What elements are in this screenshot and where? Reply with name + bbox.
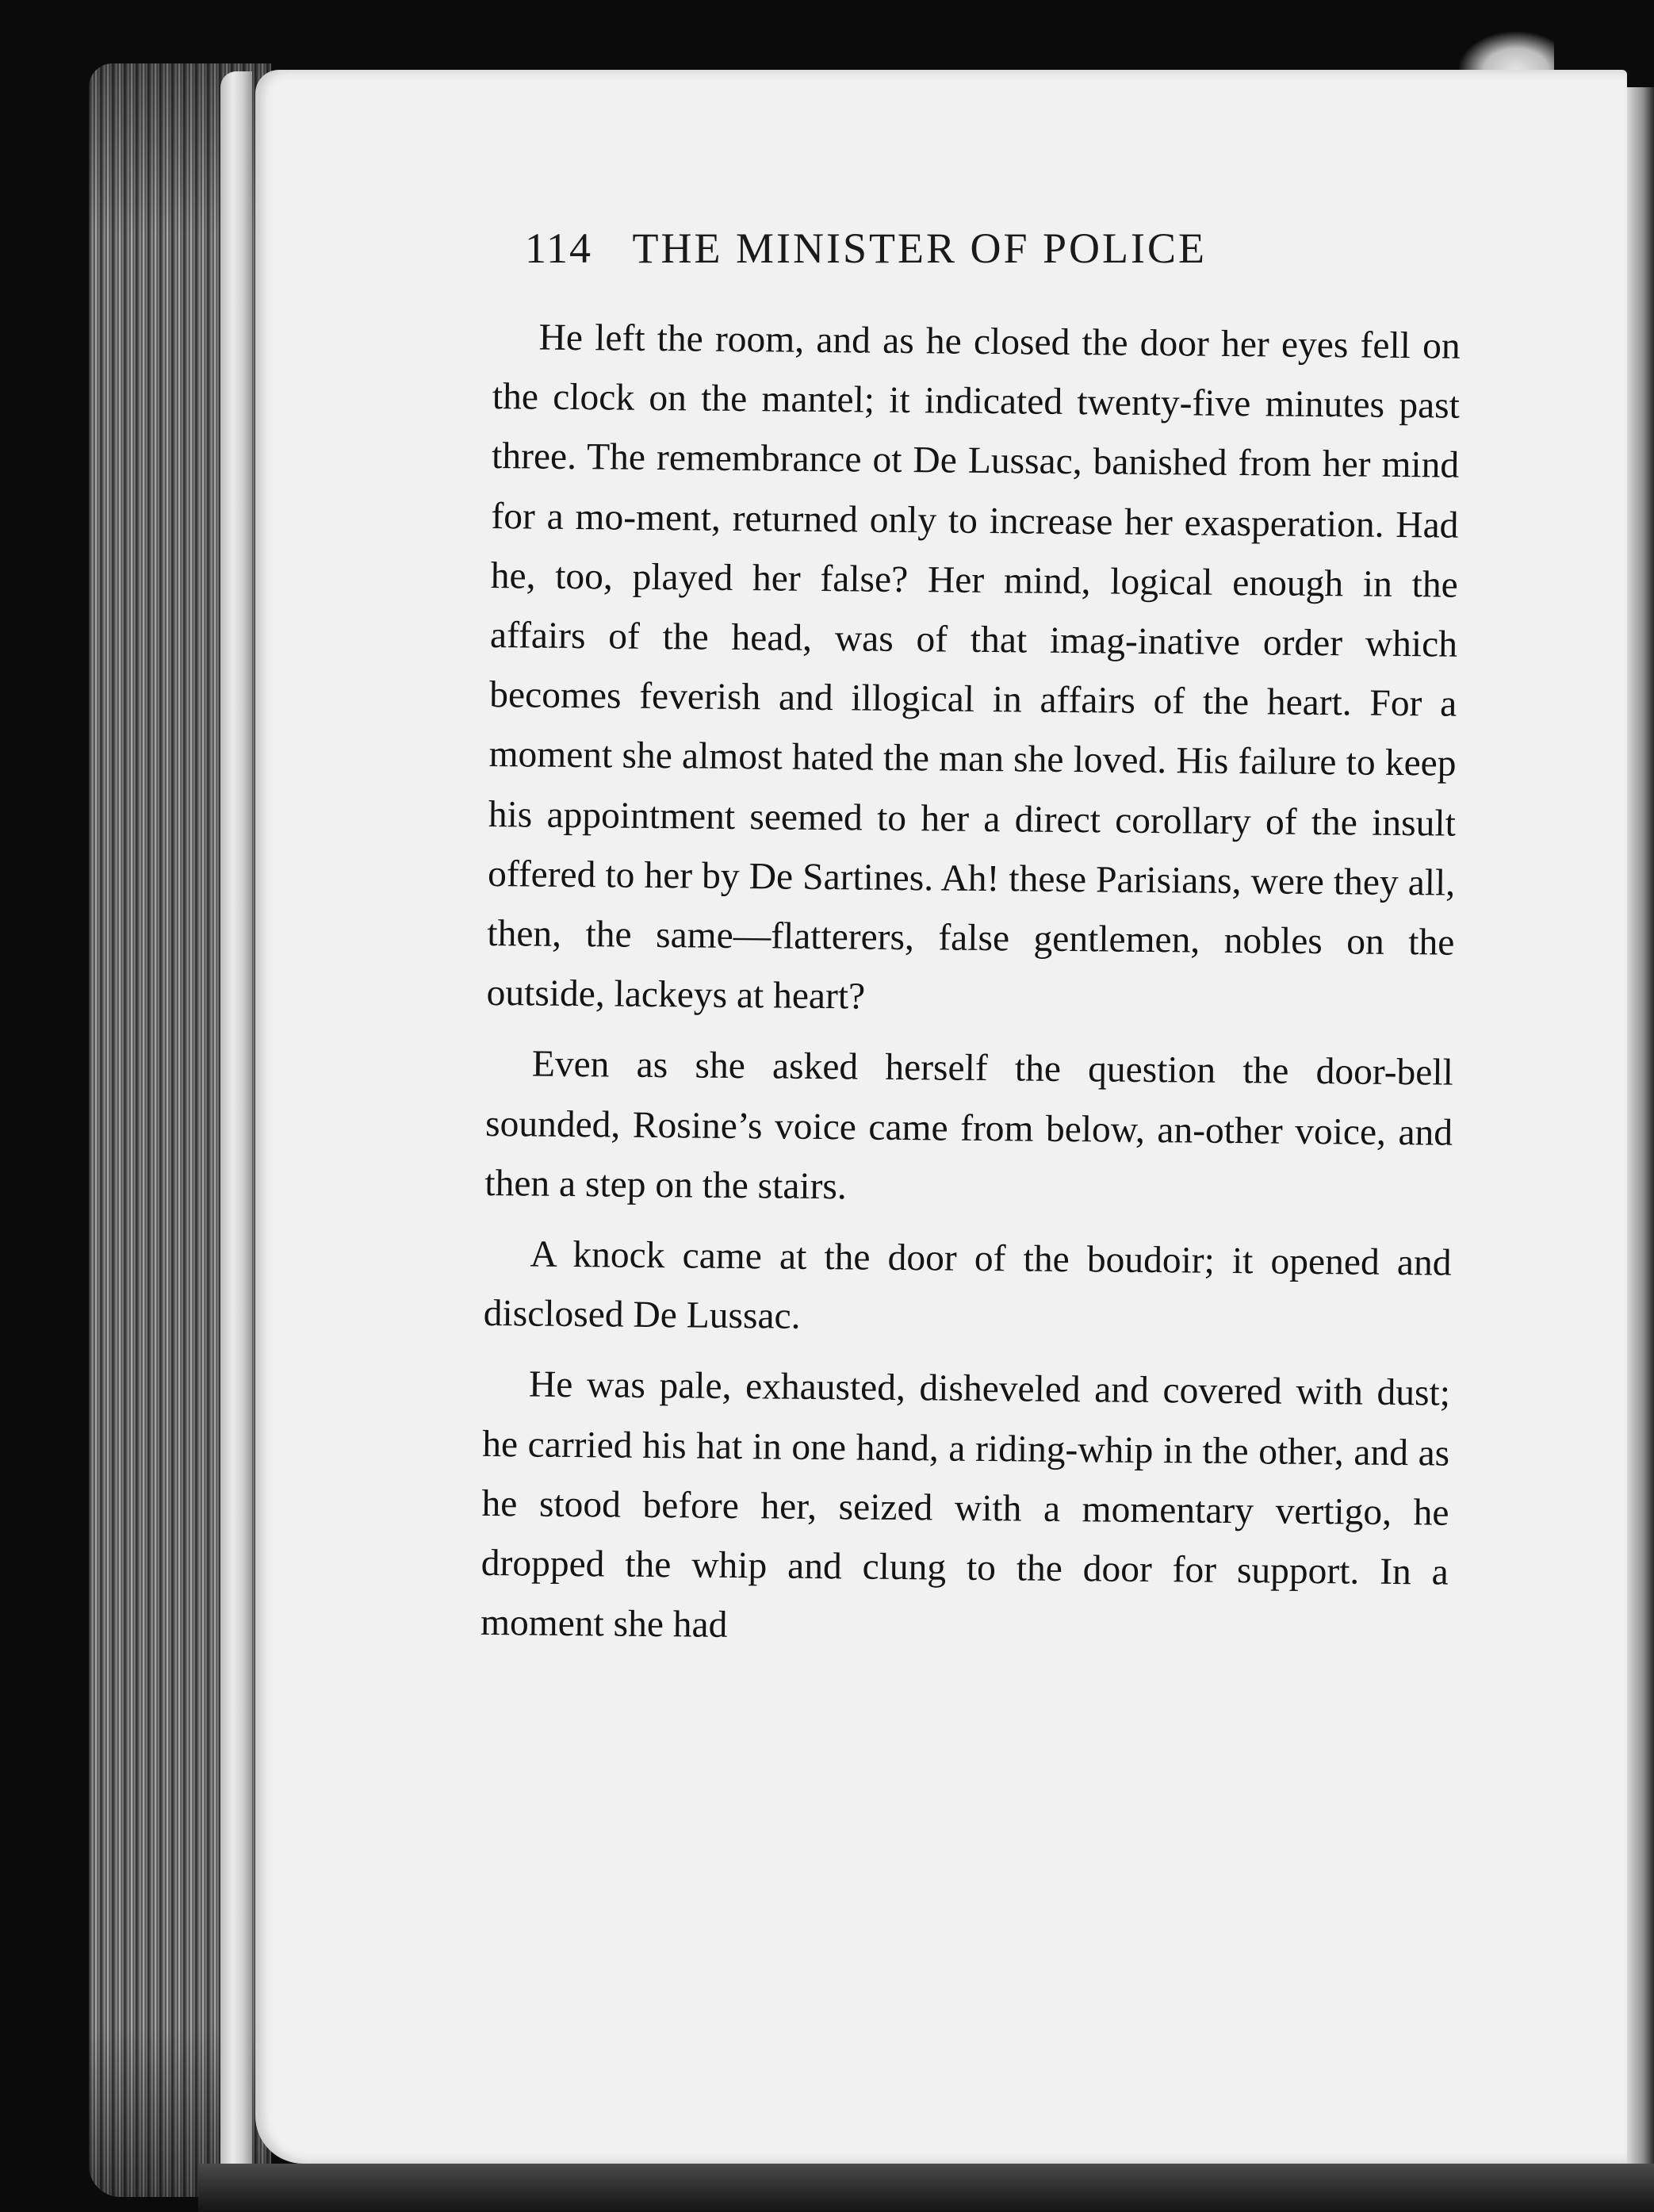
paragraph: A knock came at the door of the boudoir; it opened and disclosed De Lussac. <box>483 1233 1452 1338</box>
running-title: THE MINISTER OF POLICE <box>632 224 1207 272</box>
paragraph: He left the room, and as he closed the door her eyes fell on the clock on the mantel; it indicated twenty-five minutes past three. The remembrance ot De Lussac, banished from her mind for a mo-ment, returned only to increase her exasperation. Had he, too, played her false? Her mind, logical enough in the affairs of the head, was of that imag-inative order which becomes feverish and illogical in affairs of the heart. For a moment she almost hated the man she loved. His failure to keep his appointment seemed to her a direct corollary of the insult offered to her by De Sartines. Ah! these Parisians, were they all, then, the same—flatterers, false gentlemen, nobles on the outside, lackeys at heart? <box>486 316 1461 1018</box>
right-page-edge <box>1627 87 1654 2212</box>
page-gutter <box>220 71 252 2181</box>
paragraph: He was pale, exhausted, disheveled and covered with dust; he carried his hat in one hand, a riding-whip in the other, and as he stood before her, seized with a momentary vertigo, he dropped the whip and clung to the door for support. In a moment she had <box>480 1363 1451 1647</box>
paragraph: Even as she asked herself the question the door-bell sounded, Rosine’s voice came from below, an-other voice, and then a step on the stairs. <box>484 1043 1454 1208</box>
bottom-page-edge <box>198 2164 1654 2212</box>
page-number: 114 <box>525 224 592 272</box>
running-header <box>525 224 1334 287</box>
body-text <box>481 308 1461 1673</box>
